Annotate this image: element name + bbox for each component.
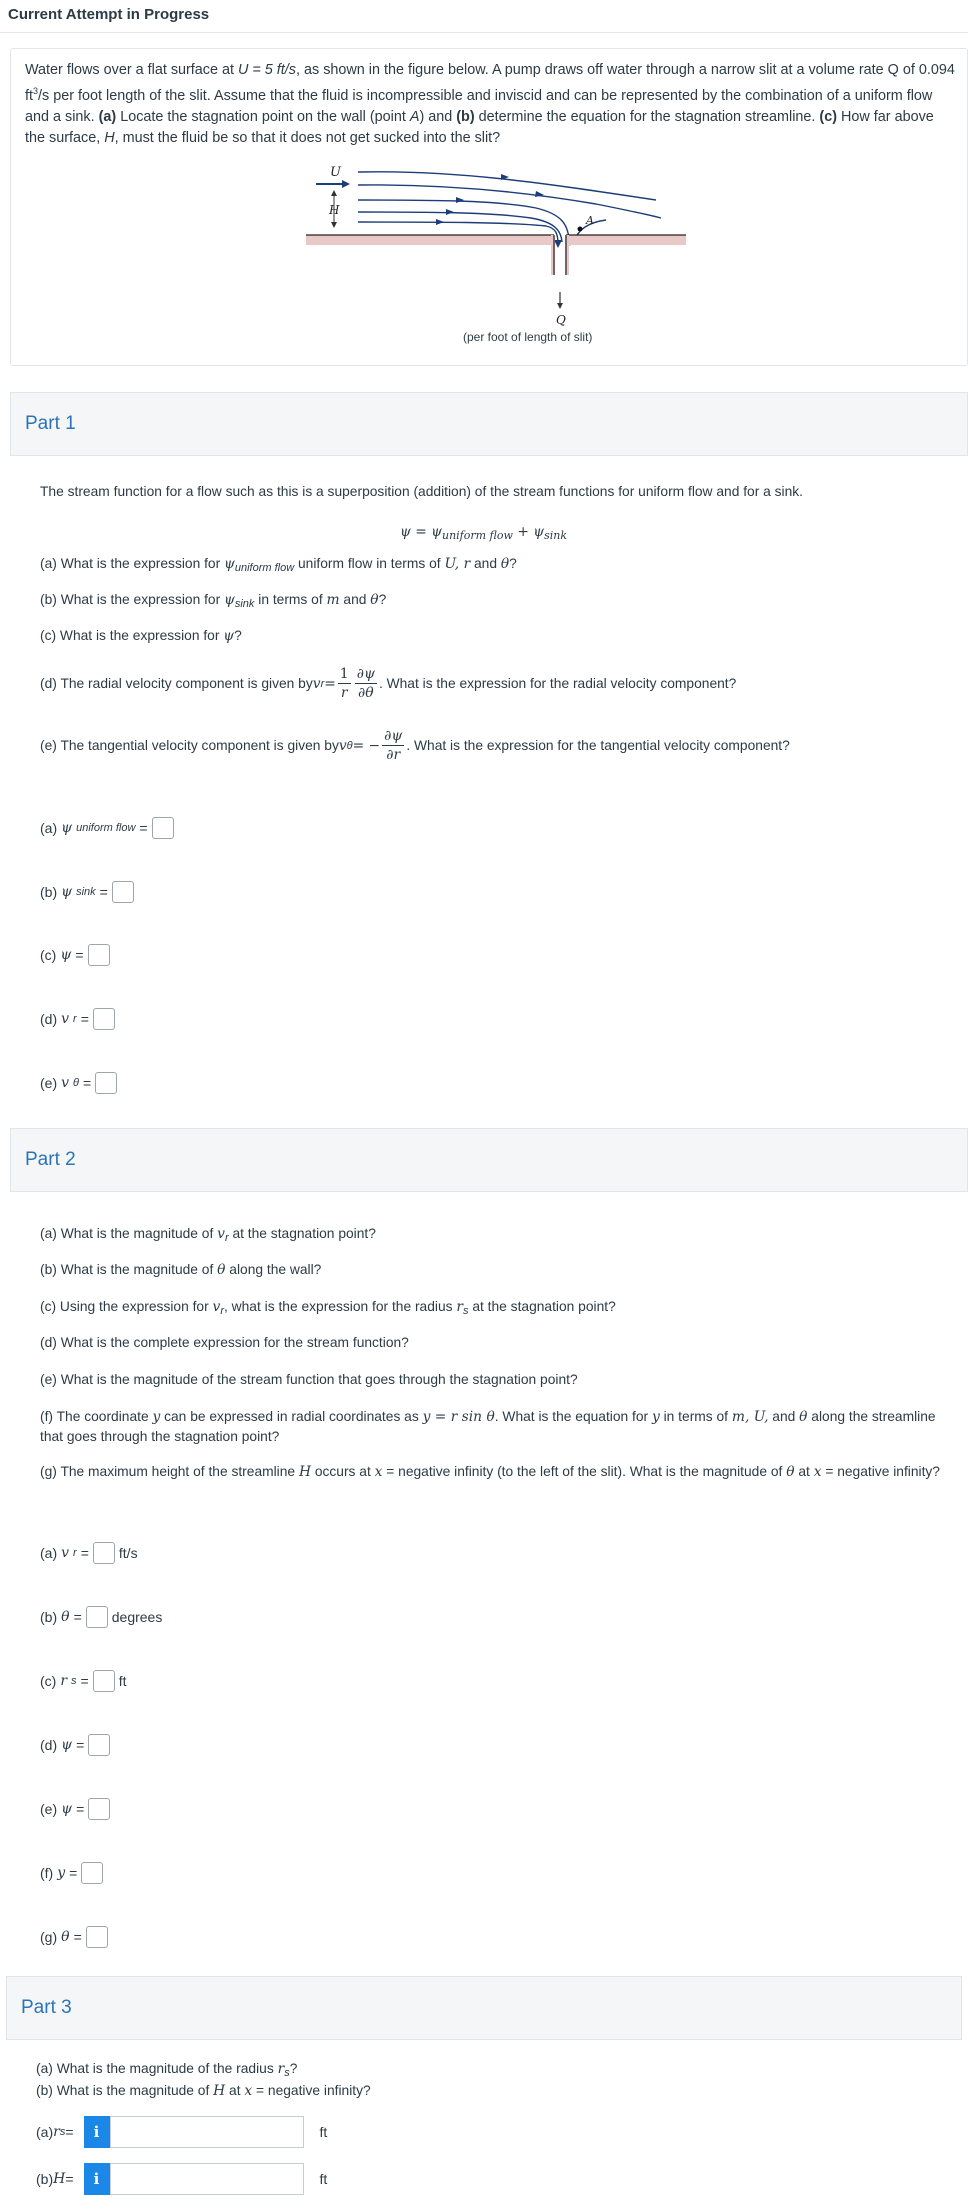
part2-question-e: (e) What is the magnitude of the stream function that goes through the stagnation point? xyxy=(40,1372,578,1387)
part2-question-b: (b) What is the magnitude of θ along the wall? xyxy=(40,1262,322,1278)
part2-answer-d: (d) ψ = xyxy=(40,1734,110,1756)
part2-answer-c: (c) r s = ft xyxy=(40,1670,127,1692)
answer-input-p3a[interactable] xyxy=(110,2116,304,2148)
page-title: Current Attempt in Progress xyxy=(8,6,210,23)
part1-question-b: (b) What is the expression for $\psi_{sink}$ in terms of m and θ? xyxy=(40,592,387,610)
part3-header[interactable] xyxy=(6,1976,962,2040)
answer-input-p1e[interactable] xyxy=(95,1072,117,1094)
part3-question-b: (b) What is the magnitude of H at x = negative infinity? xyxy=(36,2083,371,2099)
figure-q-label: Q xyxy=(556,313,566,327)
part1-question-e: (e) The tangential velocity component is given by v θ = − $\frac{\partial\psi}{\partial r}$ . What is the expression for the tangential velocity component? xyxy=(40,728,790,763)
figure-u-label: U xyxy=(330,165,341,180)
figure-a-label: A xyxy=(586,214,594,227)
part3-question-a: (a) What is the magnitude of the radius $r_s$? xyxy=(36,2061,298,2079)
answer-input-p2c[interactable] xyxy=(93,1670,115,1692)
answer-input-p2f[interactable] xyxy=(81,1862,103,1884)
answer-input-p2g[interactable] xyxy=(86,1926,108,1948)
part3-title: Part 3 xyxy=(21,1997,72,2018)
answer-input-p2e[interactable] xyxy=(88,1798,110,1820)
info-icon[interactable]: i xyxy=(84,2116,110,2148)
part2-question-f: (f) The coordinate y can be expressed in radial coordinates as y = r sin θ. What is the equation for y in terms of m, U, and θ along the streamline that goes through the stagnation point? xyxy=(40,1409,936,1444)
info-icon[interactable]: i xyxy=(84,2163,110,2195)
answer-input-p1c[interactable] xyxy=(88,944,110,966)
part2-answer-a: (a) v r = ft/s xyxy=(40,1542,138,1564)
answer-input-p1a[interactable] xyxy=(152,817,174,839)
part2-question-d: (d) What is the complete expression for the stream function? xyxy=(40,1335,409,1350)
part1-title: Part 1 xyxy=(25,413,76,434)
problem-card xyxy=(10,48,968,366)
part2-answer-b: (b) θ = degrees xyxy=(40,1606,162,1628)
part1-answer-a: (a) ψ uniform flow = xyxy=(40,817,174,839)
part2-answer-g: (g) θ = xyxy=(40,1926,108,1948)
answer-input-p1d[interactable] xyxy=(93,1008,115,1030)
part1-answer-c: (c) ψ = xyxy=(40,944,110,966)
part2-answer-f: (f) y = xyxy=(40,1862,103,1884)
part2-header[interactable] xyxy=(10,1128,968,1192)
answer-input-p1b[interactable] xyxy=(112,881,134,903)
part1-intro: The stream function for a flow such as this is a superposition (addition) of the stream functions for uniform flow and for a sink. xyxy=(40,484,804,499)
part1-question-d: (d) The radial velocity component is given by v r = $\frac{1}{r}$ $\frac{\partial\psi}{\partial\theta}$ . What is the expression for the radial velocity component? xyxy=(40,666,737,701)
figure-h-label: H xyxy=(329,203,340,217)
answer-input-p2b[interactable] xyxy=(86,1606,108,1628)
part1-answer-b: (b) ψ sink = xyxy=(40,881,134,903)
answer-input-p2d[interactable] xyxy=(88,1734,110,1756)
answer-input-p3b[interactable] xyxy=(110,2163,304,2195)
part3-answer-a: (a) r s = i ft xyxy=(36,2116,327,2148)
figure-caption: (per foot of length of slit) xyxy=(463,330,593,344)
part2-answer-e: (e) ψ = xyxy=(40,1798,110,1820)
problem-statement: Water flows over a flat surface at U = 5 ft/s, as shown in the figure below. A pump draws off water through a narrow slit at a volume rate Q of 0.094 $ft^3/s$ per foot length of the slit. Assume that the fluid is incompressible and inviscid and can be represented by the combination of a uniform flow and a sink. (a) Locate the stagnation point on the wall (point A) and (b) determine the equation for the stagnation streamline. (c) How far above the surface, H, must the fluid be so that it does not get sucked into the slit? xyxy=(25,62,955,146)
part1-question-c: (c) What is the expression for ψ? xyxy=(40,628,242,644)
flow-figure xyxy=(306,162,686,327)
part2-title: Part 2 xyxy=(25,1149,76,1170)
answer-input-p2a[interactable] xyxy=(93,1542,115,1564)
part1-answer-d: (d) v r = xyxy=(40,1008,115,1030)
page-header xyxy=(0,0,968,33)
part3-answer-b: (b) H = i ft xyxy=(36,2163,327,2195)
part2-question-a: (a) What is the magnitude of $v_r$ at the stagnation point? xyxy=(40,1226,376,1244)
part2-question-g: (g) The maximum height of the streamline H occurs at x = negative infinity (to the left of the slit). What is the magnitude of θ at x = negative infinity? xyxy=(40,1464,940,1480)
part1-header[interactable] xyxy=(10,392,968,456)
part1-equation: $\psi = \psi_{uniform flow} + \psi_{sink}$ xyxy=(400,524,568,542)
part2-question-c: (c) Using the expression for $v_r$, what is the expression for the radius $r_s$ at the stagnation point? xyxy=(40,1299,616,1317)
part1-answer-e: (e) v θ = xyxy=(40,1072,117,1094)
part1-question-a: (a) What is the expression for $\psi_{uniform flow}$ uniform flow in terms of U, r and θ? xyxy=(40,556,517,574)
